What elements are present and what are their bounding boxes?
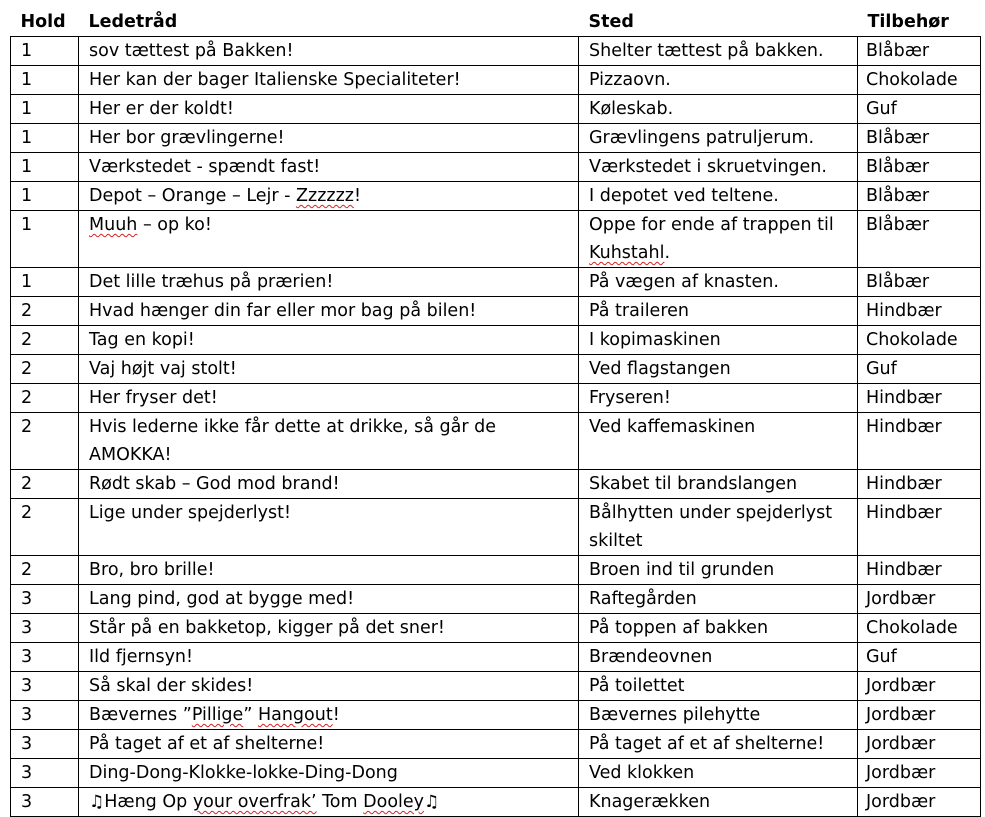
cell-clue: Det lille træhus på prærien! <box>79 268 579 297</box>
spelling-flag: Pillige <box>191 705 244 725</box>
cell-hold: 3 <box>11 701 79 730</box>
cell-hold: 2 <box>11 556 79 585</box>
cell-place: På toppen af bakken <box>579 614 858 643</box>
cell-place: Knagerækken <box>579 788 858 817</box>
spelling-flag: Kuhstahl <box>589 243 665 263</box>
cell-hold: 3 <box>11 730 79 759</box>
table-row <box>11 355 981 384</box>
cell-clue: Her er der koldt! <box>79 95 579 124</box>
music-note-icon: ♫ <box>424 792 440 812</box>
header-row <box>11 8 981 37</box>
cell-accessory: Guf <box>858 643 981 672</box>
header-accessory: Tilbehør <box>858 8 981 37</box>
cell-clue: Vaj højt vaj stolt! <box>79 355 579 384</box>
cell-place: På vægen af knasten. <box>579 268 858 297</box>
cell-place: I kopimaskinen <box>579 326 858 355</box>
clue-text: Depot – Orange – Lejr - <box>89 186 297 206</box>
cell-hold: 3 <box>11 759 79 788</box>
table-row <box>11 384 981 413</box>
header-place: Sted <box>579 8 858 37</box>
cell-accessory: Blåbær <box>858 268 981 297</box>
cell-accessory: Hindbær <box>858 470 981 499</box>
cell-clue: Her bor grævlingerne! <box>79 124 579 153</box>
cell-place: På traileren <box>579 297 858 326</box>
cell-hold: 1 <box>11 268 79 297</box>
table-row <box>11 268 981 297</box>
cell-clue: Hvis lederne ikke får dette at drikke, så går de AMOKKA! <box>79 413 579 470</box>
spelling-flag: your overfrak’ <box>192 792 317 812</box>
cell-clue: Hvad hænger din far eller mor bag på bilen! <box>79 297 579 326</box>
cell-place: På toilettet <box>579 672 858 701</box>
cell-place: Broen ind til grunden <box>579 556 858 585</box>
cell-accessory: Hindbær <box>858 556 981 585</box>
cell-hold: 3 <box>11 585 79 614</box>
cell-hold: 3 <box>11 788 79 817</box>
cell-hold: 2 <box>11 470 79 499</box>
table-row <box>11 585 981 614</box>
clue-text: Bævernes ” <box>89 705 192 725</box>
cell-place: Raftegården <box>579 585 858 614</box>
cell-clue: Tag en kopi! <box>79 326 579 355</box>
cell-hold: 1 <box>11 182 79 211</box>
cell-clue <box>79 211 579 268</box>
table-row <box>11 37 981 66</box>
clue-text: Tom <box>316 792 364 812</box>
cell-accessory: Jordbær <box>858 788 981 817</box>
cell-accessory: Guf <box>858 355 981 384</box>
cell-accessory: Jordbær <box>858 701 981 730</box>
spelling-flag: Muuh <box>89 215 138 235</box>
cell-accessory: Blåbær <box>858 153 981 182</box>
cell-place: Fryseren! <box>579 384 858 413</box>
cell-clue: Her fryser det! <box>79 384 579 413</box>
cell-accessory: Guf <box>858 95 981 124</box>
table-row <box>11 614 981 643</box>
cell-hold: 1 <box>11 95 79 124</box>
clue-text: Hæng Op <box>104 792 193 812</box>
table-row <box>11 672 981 701</box>
cell-hold: 2 <box>11 326 79 355</box>
cell-clue: På taget af et af shelterne! <box>79 730 579 759</box>
spelling-flag: Hangout <box>257 705 333 725</box>
cell-accessory: Chokolade <box>858 66 981 95</box>
cell-accessory: Blåbær <box>858 182 981 211</box>
cell-hold: 1 <box>11 124 79 153</box>
cell-accessory: Jordbær <box>858 730 981 759</box>
place-text: . <box>664 243 671 263</box>
cell-place: Bålhytten under spejderlyst skiltet <box>579 499 858 556</box>
cell-accessory: Blåbær <box>858 37 981 66</box>
cell-hold: 2 <box>11 355 79 384</box>
clue-text: ! <box>332 705 340 725</box>
cell-accessory: Chokolade <box>858 614 981 643</box>
table-row <box>11 701 981 730</box>
cell-place: Værkstedet i skruetvingen. <box>579 153 858 182</box>
cell-place <box>579 211 858 268</box>
cell-hold: 2 <box>11 499 79 556</box>
cell-accessory: Blåbær <box>858 124 981 153</box>
clue-text: ! <box>353 186 361 206</box>
cell-clue: Så skal der skides! <box>79 672 579 701</box>
music-note-icon: ♫ <box>89 792 105 812</box>
cell-place: Ved flagstangen <box>579 355 858 384</box>
cell-place: Brændeovnen <box>579 643 858 672</box>
cell-place: Shelter tættest på bakken. <box>579 37 858 66</box>
cell-place: Ved kaffemaskinen <box>579 413 858 470</box>
cell-clue: Ild fjernsyn! <box>79 643 579 672</box>
cell-accessory: Hindbær <box>858 384 981 413</box>
place-text: Oppe for ende af trappen til <box>589 215 834 235</box>
table-row <box>11 66 981 95</box>
table-row <box>11 211 981 268</box>
cell-clue: Står på en bakketop, kigger på det sner! <box>79 614 579 643</box>
cell-place: Pizzaovn. <box>579 66 858 95</box>
cell-hold: 1 <box>11 37 79 66</box>
table-row <box>11 95 981 124</box>
table-row <box>11 499 981 556</box>
cell-accessory: Blåbær <box>858 211 981 268</box>
table-row <box>11 297 981 326</box>
cell-place: Køleskab. <box>579 95 858 124</box>
cell-hold: 2 <box>11 384 79 413</box>
cell-clue: Lang pind, god at bygge med! <box>79 585 579 614</box>
table-row <box>11 643 981 672</box>
table-row <box>11 182 981 211</box>
table-row <box>11 326 981 355</box>
spelling-flag: Dooley <box>363 792 425 812</box>
cell-clue: Lige under spejderlyst! <box>79 499 579 556</box>
cell-hold: 3 <box>11 614 79 643</box>
cell-accessory: Hindbær <box>858 499 981 556</box>
cell-hold: 1 <box>11 211 79 268</box>
cell-accessory: Hindbær <box>858 413 981 470</box>
table-row <box>11 788 981 817</box>
table-row <box>11 730 981 759</box>
cell-place: Bævernes pilehytte <box>579 701 858 730</box>
cell-clue: Bro, bro brille! <box>79 556 579 585</box>
cell-accessory: Jordbær <box>858 585 981 614</box>
clue-text: – op ko! <box>137 215 212 235</box>
cell-place: Skabet til brandslangen <box>579 470 858 499</box>
cell-place: Grævlingens patruljerum. <box>579 124 858 153</box>
cell-place: På taget af et af shelterne! <box>579 730 858 759</box>
spelling-flag: Zzzzzz <box>296 186 354 206</box>
cell-clue: sov tættest på Bakken! <box>79 37 579 66</box>
cell-clue <box>79 182 579 211</box>
cell-accessory: Jordbær <box>858 759 981 788</box>
cell-hold: 3 <box>11 672 79 701</box>
cell-hold: 1 <box>11 153 79 182</box>
cell-hold: 2 <box>11 413 79 470</box>
header-hold: Hold <box>11 8 79 37</box>
cell-clue <box>79 788 579 817</box>
cell-clue: Her kan der bager Italienske Specialiteter! <box>79 66 579 95</box>
table-row <box>11 556 981 585</box>
cell-clue: Rødt skab – God mod brand! <box>79 470 579 499</box>
cell-clue: Ding-Dong-Klokke-lokke-Ding-Dong <box>79 759 579 788</box>
cell-accessory: Chokolade <box>858 326 981 355</box>
table-row <box>11 759 981 788</box>
cell-hold: 2 <box>11 297 79 326</box>
table-row <box>11 124 981 153</box>
cell-accessory: Jordbær <box>858 672 981 701</box>
cell-place: Ved klokken <box>579 759 858 788</box>
table-row <box>11 470 981 499</box>
cell-clue: Værkstedet - spændt fast! <box>79 153 579 182</box>
table-row <box>11 413 981 470</box>
table-row <box>11 153 981 182</box>
cell-clue <box>79 701 579 730</box>
cell-hold: 3 <box>11 643 79 672</box>
cell-hold: 1 <box>11 66 79 95</box>
header-clue: Ledetråd <box>79 8 579 37</box>
cell-accessory: Hindbær <box>858 297 981 326</box>
treasure-hunt-table <box>10 8 981 817</box>
cell-place: I depotet ved teltene. <box>579 182 858 211</box>
clue-text: ” <box>243 705 258 725</box>
